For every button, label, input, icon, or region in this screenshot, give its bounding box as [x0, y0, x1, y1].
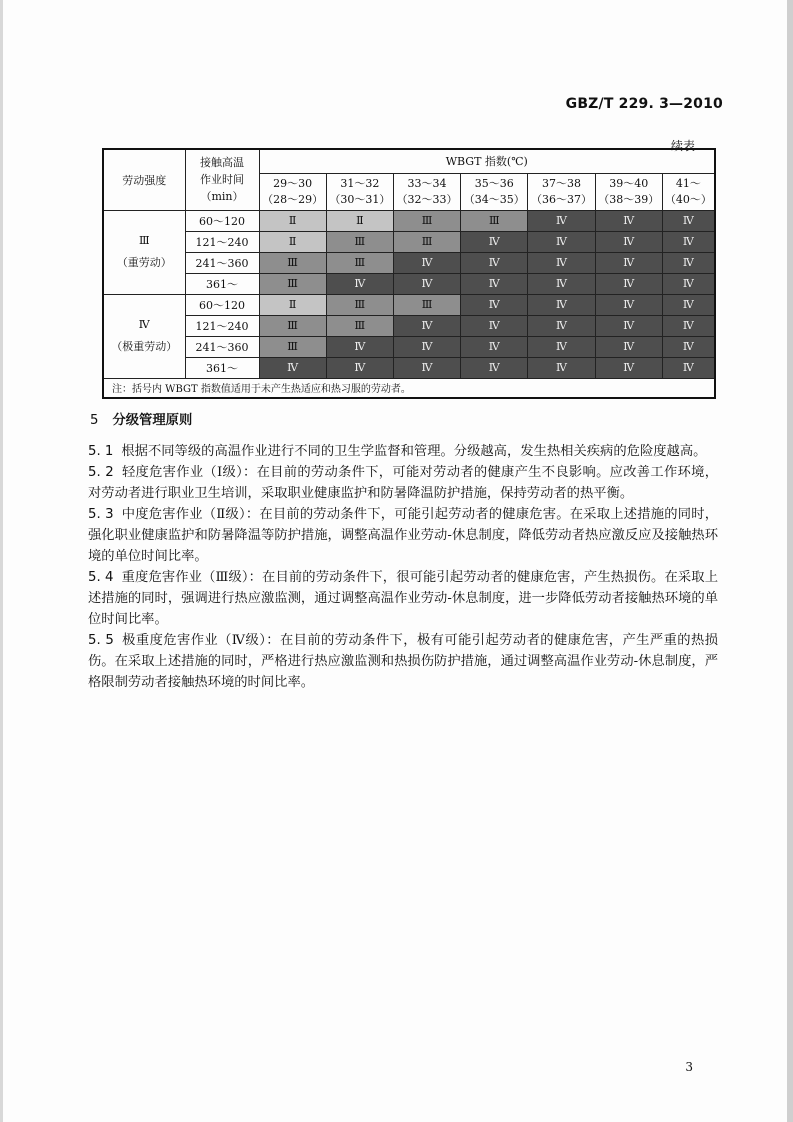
grade-cell: Ⅳ — [595, 315, 662, 336]
clause-paragraph — [88, 462, 718, 504]
grade-cell: Ⅳ — [461, 231, 528, 252]
grade-cell: Ⅳ — [259, 357, 326, 378]
section-title: 分级管理原则 — [112, 413, 193, 428]
header-wbgt-range — [326, 173, 393, 210]
range-value-unacclimatized: （32～33） — [396, 192, 458, 206]
clause-paragraph — [88, 504, 718, 567]
grade-cell: Ⅳ — [528, 273, 595, 294]
clause-number: 5. 4 — [88, 570, 114, 585]
header-wbgt-range — [461, 173, 528, 210]
grade-cell: Ⅳ — [595, 231, 662, 252]
grade-cell: Ⅳ — [326, 273, 393, 294]
exposure-time-cell: 241～360 — [185, 252, 259, 273]
grade-cell: Ⅲ — [259, 315, 326, 336]
grade-cell: Ⅳ — [595, 336, 662, 357]
scan-edge-left — [0, 0, 3, 1122]
range-value-unacclimatized: （36～37） — [530, 192, 592, 206]
header-time-line2: 作业时间 — [200, 173, 244, 187]
grade-cell: Ⅳ — [393, 273, 460, 294]
exposure-time-cell: 60～120 — [185, 294, 259, 315]
clause-number: 5. 5 — [88, 633, 114, 648]
clause-text: 轻度危害作业（Ⅰ级）：在目前的劳动条件下，可能对劳动者的健康产生不良影响。应改善工作环境，对劳动者进行职业卫生培训，采取职业健康监护和防暑降温防护措施，保持劳动者的热平衡。 — [88, 465, 718, 501]
grade-cell: Ⅱ — [259, 294, 326, 315]
range-value: 33～34 — [407, 176, 447, 190]
range-value-unacclimatized: （40～） — [664, 192, 712, 206]
section-number: 5 — [90, 413, 99, 428]
grade-cell: Ⅳ — [326, 336, 393, 357]
grade-cell: Ⅳ — [326, 357, 393, 378]
grade-cell: Ⅳ — [461, 273, 528, 294]
grade-cell: Ⅳ — [393, 315, 460, 336]
exposure-time-cell: 121～240 — [185, 231, 259, 252]
grade-cell: Ⅲ — [259, 252, 326, 273]
table-row — [103, 315, 715, 336]
grade-cell: Ⅲ — [259, 273, 326, 294]
intensity-level: Ⅳ — [138, 318, 150, 331]
range-value: 31～32 — [340, 176, 380, 190]
grade-cell: Ⅳ — [528, 294, 595, 315]
grade-cell: Ⅳ — [662, 252, 715, 273]
table-row — [103, 294, 715, 315]
clause-text: 重度危害作业（Ⅲ级）：在目前的劳动条件下，很可能引起劳动者的健康危害，产生热损伤。在采取上述措施的同时，强调进行热应激监测，通过调整高温作业劳动-休息制度，进一步降低劳动者接触热环境的单位时间比率。 — [88, 570, 719, 627]
intensity-level-cell — [103, 210, 185, 294]
header-wbgt-range — [662, 173, 715, 210]
grade-cell: Ⅳ — [662, 357, 715, 378]
range-value-unacclimatized: （28～29） — [262, 192, 324, 206]
intensity-level: Ⅲ — [138, 234, 150, 247]
grade-cell: Ⅳ — [461, 336, 528, 357]
grade-cell: Ⅳ — [662, 294, 715, 315]
grade-cell: Ⅲ — [393, 210, 460, 231]
range-value-unacclimatized: （34～35） — [463, 192, 525, 206]
exposure-time-cell: 361～ — [185, 273, 259, 294]
grade-cell: Ⅲ — [326, 252, 393, 273]
grade-cell: Ⅳ — [461, 357, 528, 378]
range-value: 35～36 — [474, 176, 514, 190]
grade-cell: Ⅲ — [326, 231, 393, 252]
page-number: 3 — [685, 1060, 693, 1074]
exposure-time-cell: 361～ — [185, 357, 259, 378]
clause-text: 中度危害作业（Ⅱ级）：在目前的劳动条件下，可能引起劳动者的健康危害。在采取上述措施的同时，强化职业健康监护和防暑降温等防护措施，调整高温作业劳动-休息制度，降低劳动者热应激反应及接触热环境的单位时间比率。 — [88, 507, 718, 564]
clause-paragraph — [88, 630, 718, 693]
grade-cell: Ⅳ — [528, 336, 595, 357]
range-value: 37～38 — [541, 176, 581, 190]
table-row — [103, 273, 715, 294]
grade-cell: Ⅳ — [393, 336, 460, 357]
grade-cell: Ⅳ — [461, 252, 528, 273]
grade-cell: Ⅳ — [528, 315, 595, 336]
header-wbgt-range — [528, 173, 595, 210]
table-row — [103, 357, 715, 378]
grade-cell: Ⅳ — [595, 210, 662, 231]
grade-cell: Ⅳ — [528, 252, 595, 273]
clause-paragraph — [88, 567, 718, 630]
range-value-unacclimatized: （38～39） — [598, 192, 660, 206]
table-note: 注：括号内 WBGT 指数值适用于未产生热适应和热习服的劳动者。 — [103, 378, 715, 398]
clause-text: 根据不同等级的高温作业进行不同的卫生学监督和管理。分级越高，发生热相关疾病的危险度越高。 — [121, 444, 707, 459]
header-intensity: 劳动强度 — [103, 149, 185, 210]
grade-cell: Ⅳ — [595, 294, 662, 315]
grade-cell: Ⅲ — [259, 336, 326, 357]
clause-number: 5. 1 — [88, 444, 114, 459]
grade-cell: Ⅳ — [528, 231, 595, 252]
header-exposure-time — [185, 149, 259, 210]
clause-paragraph — [88, 441, 718, 462]
section-content — [88, 410, 718, 693]
section-heading — [88, 410, 718, 431]
grade-cell: Ⅳ — [662, 315, 715, 336]
grade-cell: Ⅳ — [528, 357, 595, 378]
grade-cell: Ⅳ — [662, 231, 715, 252]
grade-cell: Ⅳ — [662, 273, 715, 294]
document-code: GBZ/T 229. 3—2010 — [565, 96, 723, 112]
grade-cell: Ⅳ — [461, 315, 528, 336]
scan-edge-right — [787, 0, 793, 1122]
table-row — [103, 336, 715, 357]
grade-cell: Ⅳ — [595, 273, 662, 294]
table-row — [103, 210, 715, 231]
header-wbgt-range — [393, 173, 460, 210]
table-continued-label: 续表 — [670, 139, 695, 153]
grade-cell: Ⅳ — [528, 210, 595, 231]
grade-cell: Ⅲ — [326, 315, 393, 336]
header-wbgt-range — [259, 173, 326, 210]
grade-cell: Ⅳ — [393, 252, 460, 273]
grade-cell: Ⅱ — [259, 210, 326, 231]
intensity-name: （极重劳动） — [111, 340, 178, 353]
grade-cell: Ⅲ — [461, 210, 528, 231]
range-value: 39～40 — [609, 176, 649, 190]
intensity-name: （重劳动） — [116, 256, 172, 269]
grade-cell: Ⅳ — [393, 357, 460, 378]
grade-cell: Ⅳ — [595, 357, 662, 378]
grade-cell: Ⅱ — [259, 231, 326, 252]
grade-cell: Ⅳ — [662, 336, 715, 357]
grade-cell: Ⅲ — [326, 294, 393, 315]
range-value: 29～30 — [273, 176, 313, 190]
grade-cell: Ⅱ — [326, 210, 393, 231]
grade-cell: Ⅳ — [595, 252, 662, 273]
header-wbgt: WBGT 指数(℃) — [259, 149, 715, 173]
exposure-time-cell: 121～240 — [185, 315, 259, 336]
header-time-line3: （min） — [200, 190, 244, 204]
clause-number: 5. 3 — [88, 507, 114, 522]
range-value-unacclimatized: （30～31） — [329, 192, 391, 206]
grade-cell: Ⅳ — [662, 210, 715, 231]
exposure-time-cell: 60～120 — [185, 210, 259, 231]
table-row — [103, 231, 715, 252]
clause-number: 5. 2 — [88, 465, 114, 480]
range-value: 41～ — [675, 176, 701, 190]
grade-cell: Ⅲ — [393, 231, 460, 252]
table-row — [103, 252, 715, 273]
grade-cell: Ⅲ — [393, 294, 460, 315]
grade-cell: Ⅳ — [461, 294, 528, 315]
table-note-row — [103, 378, 715, 398]
exposure-time-cell: 241～360 — [185, 336, 259, 357]
intensity-level-cell — [103, 294, 185, 378]
heat-grade-table — [102, 148, 716, 399]
header-wbgt-range — [595, 173, 662, 210]
clause-text: 极重度危害作业（Ⅳ级）：在目前的劳动条件下，极有可能引起劳动者的健康危害，产生严重的热损伤。在采取上述措施的同时，严格进行热应激监测和热损伤防护措施，通过调整高温作业劳动-休息制度，严格限制劳动者接触热环境的时间比率。 — [88, 633, 718, 690]
header-time-line1: 接触高温 — [200, 156, 244, 170]
